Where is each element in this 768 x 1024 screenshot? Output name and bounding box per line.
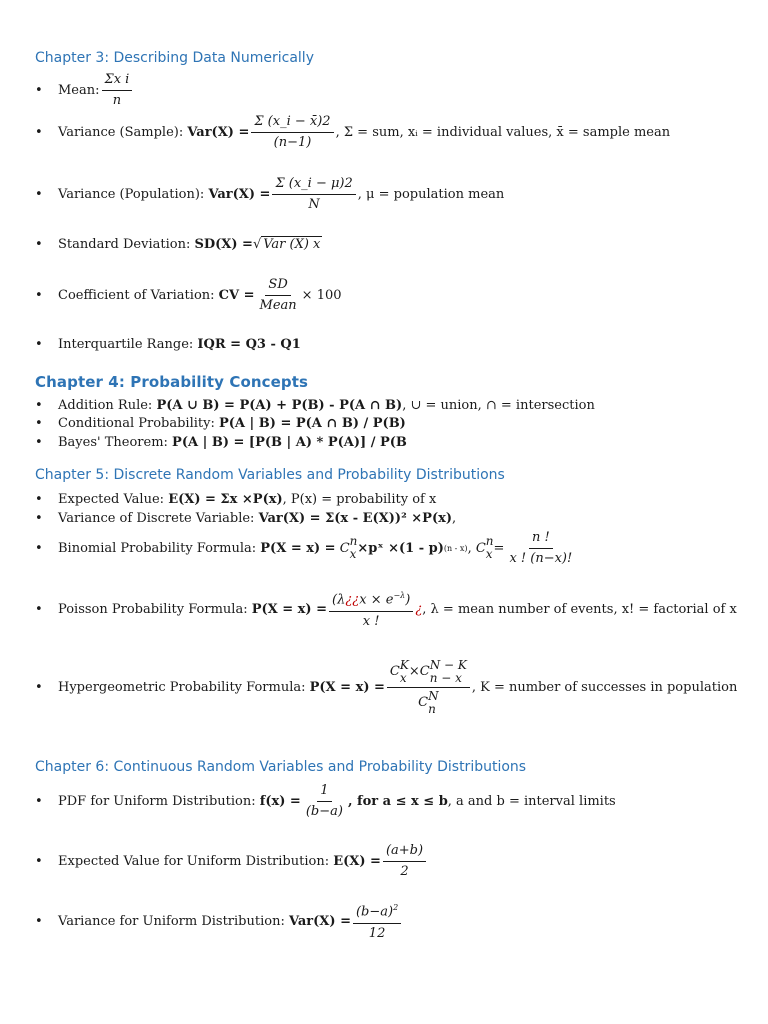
- times-sign: ×: [408, 663, 420, 679]
- formula-note: , P(x) = probability of x: [282, 491, 437, 507]
- formula-discrete-variance: [35, 508, 456, 528]
- fraction: [383, 843, 426, 880]
- numerator: [387, 659, 470, 688]
- combination-c: C: [389, 663, 400, 679]
- bullet: [35, 541, 58, 556]
- exponent: (n - x): [443, 543, 468, 553]
- formula-bold: P(A | B) = P(A ∩ B) / P(B): [219, 415, 406, 431]
- numerator-rest: x × e: [359, 592, 394, 608]
- combination-bottom: n: [428, 701, 436, 716]
- formula-label: Standard Deviation:: [58, 236, 191, 252]
- denominator: N: [308, 196, 320, 212]
- formula-hypergeometric: [35, 657, 738, 716]
- combination-bottom: n − x: [429, 670, 462, 685]
- fraction: [353, 900, 401, 941]
- fraction: [387, 659, 470, 716]
- formula-note: , μ = population mean: [357, 186, 505, 202]
- fraction: [329, 588, 413, 629]
- formula-label: Poisson Probability Formula:: [58, 601, 248, 617]
- formula-bold-mid: ×pˣ ×: [357, 540, 399, 556]
- bullet: [35, 492, 58, 507]
- bullet: [35, 125, 58, 140]
- bullet: [35, 337, 58, 352]
- formula-bold: IQR = Q3 - Q1: [197, 336, 301, 352]
- formula-addition-rule: [35, 395, 595, 415]
- combination-c: C: [418, 694, 429, 710]
- numerator-open: (λ: [332, 592, 346, 608]
- formula-note: , K = number of successes in population: [471, 679, 738, 695]
- formula-label: Variance (Population):: [58, 186, 205, 202]
- bullet: [35, 83, 58, 98]
- bullet: [35, 398, 58, 413]
- fraction: [303, 783, 346, 820]
- combination-top: n: [485, 534, 494, 548]
- combination-bottom: x: [349, 547, 357, 561]
- denominator: [415, 688, 441, 716]
- formula-label: Expected Value:: [58, 491, 165, 507]
- radical-sign: √: [252, 236, 262, 252]
- formula-label: Variance of Discrete Variable:: [58, 510, 255, 526]
- formula-bold: f(x) =: [259, 793, 301, 809]
- numerator: Σx i: [102, 72, 133, 91]
- denominator: x ! (n−x)!: [509, 550, 573, 566]
- combination-indices: [350, 535, 358, 561]
- fraction: [102, 72, 133, 109]
- numerator: SD: [265, 277, 290, 296]
- formula-note: , a and b = interval limits: [447, 793, 616, 809]
- denominator: Mean: [259, 297, 297, 313]
- bullet: [35, 914, 58, 929]
- combination-top: N − K: [429, 657, 467, 672]
- formula-bold: P(X = x) =: [309, 679, 385, 695]
- formula-bold: SD(X) =: [194, 236, 253, 252]
- combination-c: C: [419, 663, 430, 679]
- combination-indices: [430, 659, 467, 685]
- bullet: [35, 794, 58, 809]
- formula-bold: Var(X) =: [208, 186, 271, 202]
- combination-bottom: x: [399, 670, 407, 685]
- formula-bold: P(X = x) =: [260, 540, 336, 556]
- fraction: [506, 530, 575, 567]
- bullet: [35, 680, 58, 695]
- formula-label: Mean:: [58, 82, 100, 98]
- numerator: (a+b): [383, 843, 426, 862]
- combination-indices: [400, 659, 409, 685]
- numerator-base: (b−a): [355, 904, 394, 920]
- numerator: [353, 900, 401, 923]
- combination-c: C: [471, 540, 486, 556]
- formula-label: Hypergeometric Probability Formula:: [58, 679, 306, 695]
- chapter-6-heading: Chapter 6: Continuous Random Variables and Probability Distributions: [35, 759, 527, 775]
- formula-uniform-pdf: [35, 782, 616, 819]
- combination-c: C: [339, 540, 350, 556]
- formula-bayes-theorem: [35, 432, 407, 452]
- numerator-red-glyphs: ¿¿: [345, 592, 360, 608]
- bullet: [35, 237, 58, 252]
- formula-bold: P(A ∪ B) = P(A) + P(B) - P(A ∩ B): [156, 397, 403, 413]
- bullet: [35, 416, 58, 431]
- formula-note: , λ = mean number of events, x! = factorial of x: [422, 601, 737, 617]
- fraction: [272, 176, 355, 213]
- numerator: Σ (x_i − μ)2: [272, 176, 355, 195]
- combination-top: n: [349, 534, 358, 548]
- radicand: Var (X) x: [263, 237, 321, 252]
- formula-label: Expected Value for Uniform Distribution:: [58, 853, 330, 869]
- denominator: x !: [362, 613, 380, 629]
- denominator: 2: [400, 863, 409, 879]
- formula-label: Variance for Uniform Distribution:: [58, 913, 285, 929]
- bullet: [35, 288, 58, 303]
- combination-top: N: [428, 688, 439, 703]
- formula-label: Addition Rule:: [58, 397, 153, 413]
- formula-expected-value: [35, 489, 436, 509]
- chapter-3-heading: Chapter 3: Describing Data Numerically: [35, 50, 314, 66]
- formula-label: Interquartile Range:: [58, 336, 194, 352]
- formula-label: Bayes' Theorem:: [58, 434, 168, 450]
- formula-bold: Var(X) =: [288, 913, 351, 929]
- formula-label: Binomial Probability Formula:: [58, 540, 257, 556]
- separator: ,: [467, 540, 472, 556]
- combination-top: K: [399, 657, 409, 672]
- formula-bold-condition: , for a ≤ x ≤ b: [347, 793, 448, 809]
- fraction: [257, 277, 300, 314]
- formula-iqr: [35, 334, 301, 354]
- formula-uniform-expected-value: [35, 842, 428, 879]
- bullet: [35, 187, 58, 202]
- formula-poisson: [35, 591, 737, 629]
- formula-label: Coefficient of Variation:: [58, 287, 215, 303]
- formula-bold: E(X) =: [333, 853, 381, 869]
- formula-bold-term: (1 - p): [398, 540, 444, 556]
- formula-uniform-variance: [35, 903, 403, 941]
- combination-indices: [428, 690, 439, 716]
- formula-note: , ∪ = union, ∩ = intersection: [402, 397, 595, 413]
- formula-mean: [35, 71, 134, 108]
- formula-label: Conditional Probability:: [58, 415, 215, 431]
- chapter-5-heading: Chapter 5: Discrete Random Variables and Probability Distributions: [35, 467, 505, 483]
- numerator: 1: [317, 783, 331, 802]
- numerator: [329, 588, 413, 611]
- denominator: (b−a): [305, 803, 343, 819]
- denominator: 12: [368, 925, 386, 941]
- fraction: [251, 114, 333, 151]
- formula-binomial: [35, 529, 577, 566]
- formula-bold: E(X) = Σx ×P(x): [168, 491, 283, 507]
- formula-bold: P(A | B) = [P(B | A) * P(A)] / P(B: [172, 434, 407, 450]
- chapter-4-heading: Chapter 4: Probability Concepts: [35, 373, 309, 391]
- combination-indices: [486, 535, 494, 561]
- red-glyph: ¿: [415, 601, 423, 617]
- formula-bold: Var(X) =: [187, 124, 250, 140]
- formula-note: × 100: [301, 287, 342, 303]
- denominator: n: [112, 92, 122, 108]
- bullet: [35, 511, 58, 526]
- formula-bold: P(X = x) =: [251, 601, 327, 617]
- formula-coefficient-of-variation: [35, 276, 342, 313]
- combination-bottom: x: [485, 547, 493, 561]
- formula-label: Variance (Sample):: [58, 124, 184, 140]
- exponent: 2: [393, 903, 399, 913]
- bullet: [35, 435, 58, 450]
- formula-standard-deviation: [35, 234, 322, 254]
- numerator: n !: [529, 530, 553, 549]
- numerator-close: ): [405, 592, 411, 608]
- formula-bold: CV =: [218, 287, 255, 303]
- bullet: [35, 854, 58, 869]
- numerator: Σ (x_i − x̄)2: [251, 114, 333, 133]
- exponent: −λ: [393, 591, 406, 601]
- bullet: [35, 602, 58, 617]
- denominator: (n−1): [273, 134, 312, 150]
- formula-note: ,: [452, 510, 457, 526]
- formula-conditional-probability: [35, 413, 406, 433]
- equals: =: [493, 540, 505, 556]
- formula-note: , Σ = sum, xᵢ = individual values, x̄ = sample mean: [335, 124, 671, 140]
- formula-label: PDF for Uniform Distribution:: [58, 793, 256, 809]
- formula-bold: Var(X) = Σ(x - E(X))² ×P(x): [258, 510, 453, 526]
